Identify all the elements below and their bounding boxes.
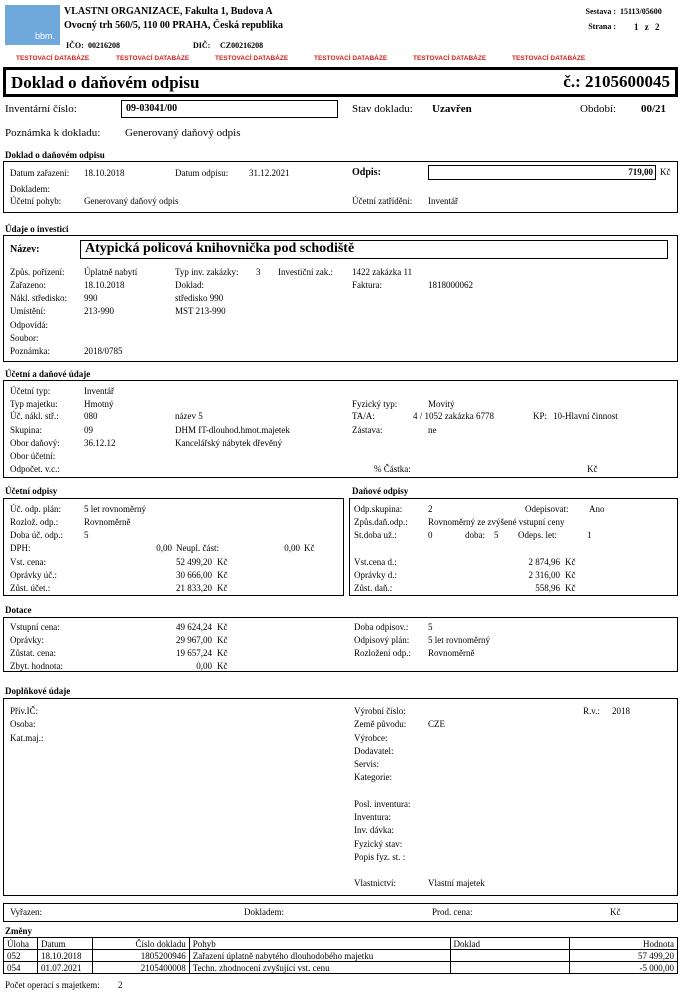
dic-value: CZ00216208 [220,41,264,50]
dic-label: DIČ: [193,41,211,50]
uc-plan-value: 5 let rovnoměrný [84,504,146,514]
inv-value: 09-03041/00 [126,103,178,114]
prodcena-label: Prod. cena: [432,907,473,917]
odpovida-label: Odpovídá: [10,320,48,330]
sestava-value: 15113/05600 [620,7,662,16]
org-address: Ovocný trh 560/5, 110 00 PRAHA, Česká republika [64,20,283,31]
dot-vst-label: Vstupní cena: [10,622,60,632]
uctnakl-value: 080 [84,411,98,421]
zastava-label: Zástava: [352,425,383,435]
odpis-value: 719,00 [628,167,653,177]
dan-doba-value: 5 [494,530,499,540]
zeme-value: CZE [428,719,445,729]
faktura-value: 1818000062 [428,280,473,290]
odpocet-label: Odpočet. v.c.: [10,464,60,474]
dph-value: 0,00 [156,543,172,553]
obordan-label: Obor daňový: [10,438,60,448]
umisteni-name: MST 213-990 [175,306,226,316]
cell-pohyb: Zařazení úplatně nabytého dlouhodobého majetku [189,950,450,962]
neupl-value: 0,00 [284,543,300,553]
cell-uloha: 054 [4,962,38,974]
section-title: Účetní odpisy [5,486,58,496]
prodcena-currency: Kč [610,907,621,917]
doklad-label: Doklad: [175,280,204,290]
section-title: Změny [5,926,32,936]
dot-vst-currency: Kč [217,622,228,632]
cell-cislo: 1805200946 [92,950,189,962]
dot-zbyt-currency: Kč [217,661,228,671]
umisteni-label: Umístění: [10,306,46,316]
dan-vst-currency: Kč [565,557,576,567]
cell-uloha: 052 [4,950,38,962]
dot-opr-value: 29 967,00 [176,635,212,645]
zeme-label: Země původu: [354,719,407,729]
cell-datum: 01.07.2021 [37,962,92,974]
skupina-label: Skupina: [10,425,43,435]
pohyb-label: Účetní pohyb: [10,196,62,206]
org-name: VLASTNI ORGANIZACE, Fakulta 1, Budova A [64,6,273,17]
cell-datum: 18.10.2018 [37,950,92,962]
section-title: Doklad o daňovém odpisu [5,150,105,160]
ta-label: TA/A: [352,411,375,421]
fyztyp-label: Fyzický typ: [352,399,398,409]
rv-label: R.v.: [583,706,600,716]
uctyp-value: Inventář [84,386,114,396]
col-doklad: Doklad [450,938,570,950]
odpsk-value: 2 [428,504,433,514]
uc-vst-currency: Kč [217,557,228,567]
uctnakl-label: Úč. nákl. stř.: [10,411,59,421]
test-db-label: TESTOVACÍ DATABÁZE [16,55,90,62]
kp-label: KP: [533,411,548,421]
stav-value: Uzavřen [432,103,472,115]
dot-zust-currency: Kč [217,648,228,658]
uc-opr-value: 30 666,00 [176,570,212,580]
nakl-label: Nákl. středisko: [10,293,67,303]
kategorie-label: Kategorie: [354,772,392,782]
cell-hodnota: 57 499,20 [570,950,678,962]
test-db-label: TESTOVACÍ DATABÁZE [512,55,586,62]
typmaj-value: Hmotný [84,399,114,409]
test-db-label: TESTOVACÍ DATABÁZE [116,55,190,62]
rv-value: 2018 [612,706,630,716]
col-cislo: Číslo dokladu [92,938,189,950]
uc-zust-label: Zůst. účet.: [10,583,51,593]
soubor-label: Soubor: [10,333,39,343]
col-datum: Datum [37,938,92,950]
odeps-value: 1 [587,530,592,540]
neupl-currency: Kč [304,543,315,553]
section-title: Daňové odpisy [352,486,409,496]
dan-opr-label: Oprávky d.: [354,570,397,580]
dot-opr-currency: Kč [217,635,228,645]
dot-zust-label: Zůstat. cena: [10,648,56,658]
uc-vst-value: 52 499,20 [176,557,212,567]
dan-doba-label: doba: [465,530,485,540]
uc-doba-label: Doba úč. odp.: [10,530,63,540]
uc-vst-label: Vst. cena: [10,557,46,567]
doc-number: č.: 2105600045 [563,72,670,91]
zpusob-label: Způs. pořízení: [10,267,65,277]
zarazeno-label: Zařazeno: [10,280,46,290]
ico-label: IČO: [66,41,84,50]
servis-label: Servis: [354,759,380,769]
invdavka-label: Inv. dávka: [354,825,394,835]
zarazeno-value: 18.10.2018 [84,280,125,290]
dot-zust-value: 19 657,24 [176,648,212,658]
cell-cislo: 2105400008 [92,962,189,974]
count-label: Počet operací s majetkem: [5,980,100,990]
umisteni-value: 213-990 [84,306,114,316]
cell-hodnota: -5 000,00 [570,962,678,974]
dan-zust-label: Zůst. daň.: [354,583,393,593]
zpus-value: Rovnoměrný ze zvýšené vstupní ceny [428,517,565,527]
poznamka-label: Poznámka: [10,346,50,356]
fyztyp-value: Movitý [428,399,455,409]
obdobi-value: 00/21 [641,103,667,115]
inventura-label: Inventura: [354,812,391,822]
castka-currency: Kč [587,464,598,474]
obordan-value: 36.12.12 [84,438,116,448]
dan-vst-value: 2 874,96 [528,557,560,567]
dph-label: DPH: [10,543,31,553]
osoba-label: Osoba: [10,719,36,729]
test-db-label: TESTOVACÍ DATABÁZE [314,55,388,62]
odpis-currency: Kč [660,167,671,177]
uc-doba-value: 5 [84,530,89,540]
invzak-value: 1422 zakázka 11 [352,267,413,277]
cell-doklad [450,950,570,962]
dan-zust-currency: Kč [565,583,576,593]
cell-doklad [450,962,570,974]
vlastnictvi-label: Vlastnictví: [354,878,396,888]
doc-title: Doklad o daňovém odpisu [11,73,200,92]
dot-zbyt-value: 0,00 [196,661,212,671]
col-hodnota: Hodnota [570,938,678,950]
dan-zust-value: 558,96 [535,583,560,593]
nakl-name: středisko 990 [175,293,224,303]
kp-value: 10-Hlavní činnost [553,411,618,421]
count-value: 2 [118,980,123,990]
sestava-label: Sestava : [585,7,616,16]
poslinv-label: Posl. inventura: [354,799,411,809]
dot-plan-value: 5 let rovnoměrný [428,635,490,645]
poznamka-label: Poznámka k dokladu: [5,127,101,139]
zatrideni-value: Inventář [428,196,458,206]
uctyp-label: Účetní typ: [10,386,51,396]
odepisovat-label: Odepisovat: [525,504,569,514]
dan-vst-label: Vst.cena d.: [354,557,397,567]
odpis-label: Odpis: [352,167,381,178]
changes-header-row [4,938,678,950]
datum-zar-value: 18.10.2018 [84,168,125,178]
col-uloha: Úloha [4,938,38,950]
uc-zust-currency: Kč [217,583,228,593]
zpusob-value: Úplatně nabytí [84,267,138,277]
dot-vst-value: 49 624,24 [176,622,212,632]
stdoba-label: St.doba už.: [354,530,397,540]
skupina-name: DHM IT-dlouhod.hmot.majetek [175,425,290,435]
typinv-value: 3 [256,267,261,277]
faktura-label: Faktura: [352,280,382,290]
poznamka-value: Generovaný daňový odpis [125,127,241,139]
pohyb-value: Generovaný daňový odpis [84,196,179,206]
strana-value: 1 z 2 [634,22,660,32]
dan-opr-currency: Kč [565,570,576,580]
section-title: Účetní a daňové údaje [5,369,91,379]
odepisovat-value: Ano [589,504,605,514]
vyrobce-label: Výrobce: [354,733,388,743]
section-box [3,698,678,896]
dot-opr-label: Oprávky: [10,635,44,645]
section-box [3,617,678,672]
uc-rozloz-value: Rovnoměrně [84,517,131,527]
uctnakl-name: název 5 [175,411,203,421]
inv-label: Inventární číslo: [5,103,77,115]
odeps-label: Odeps. let: [518,530,557,540]
dodavatel-label: Dodavatel: [354,746,394,756]
oboruc-label: Obor účetní: [10,451,56,461]
uc-opr-label: Oprávky úč.: [10,570,57,580]
invzak-label: Investiční zak.: [278,267,333,277]
logo-text: bbm. [34,31,55,41]
section-box [3,903,678,922]
katmaj-label: Kat.maj.: [10,733,44,743]
changes-table [3,937,678,974]
company-logo [5,5,60,45]
typinv-label: Typ inv. zakázky: [175,267,239,277]
typmaj-label: Typ majetku: [10,399,58,409]
stdoba-value: 0 [428,530,433,540]
dokladem-label: Dokladem: [10,184,50,194]
pravic-label: Přív.IČ: [10,706,39,716]
fyzstav-label: Fyzický stav: [354,839,403,849]
cell-pohyb: Techn. zhodnocení zvyšující vst. cenu [189,962,450,974]
datum-odp-label: Datum odpisu: [175,168,229,178]
dan-opr-value: 2 316,00 [528,570,560,580]
dot-plan-label: Odpisový plán: [354,635,410,645]
table-row [4,950,678,962]
zatrideni-label: Účetní zatřídění: [352,196,413,206]
vyrazen-dokladem-label: Dokladem: [244,907,284,917]
vyrazen-label: Vyřazen: [10,907,42,917]
dot-zbyt-label: Zbyt. hodnota: [10,661,63,671]
zastava-value: ne [428,425,437,435]
dot-rozloz-value: Rovnoměrně [428,648,475,658]
section-title: Dotace [5,605,32,615]
castka-label: % Částka: [374,464,411,474]
datum-odp-value: 31.12.2021 [249,168,290,178]
test-db-label: TESTOVACÍ DATABÁZE [215,55,289,62]
popis-label: Popis fyz. st. : [354,852,406,862]
poznamka-value: 2018/0785 [84,346,123,356]
strana-label: Strana : [588,22,616,31]
datum-zar-label: Datum zařazení: [10,168,70,178]
vyrcislo-label: Výrobní číslo: [354,706,406,716]
obordan-name: Kancelářský nábytek dřevěný [175,438,282,448]
dot-rozloz-label: Rozložení odp.: [354,648,411,658]
uc-plan-label: Úč. odp. plán: [10,504,61,514]
uc-opr-currency: Kč [217,570,228,580]
dot-doba-value: 5 [428,622,433,632]
section-title: Doplňkové údaje [5,686,71,696]
col-pohyb: Pohyb [189,938,450,950]
stav-label: Stav dokladu: [352,103,413,115]
nazev-label: Název: [10,244,40,255]
ico-value: 00216208 [88,41,120,50]
neupl-label: Neupl. část: [176,543,219,553]
uc-rozloz-label: Rozlož. odp.: [10,517,59,527]
skupina-value: 09 [84,425,93,435]
dot-doba-label: Doba odpisov.: [354,622,409,632]
table-row [4,962,678,974]
zpus-label: Způs.daň.odp.: [354,517,408,527]
test-db-label: TESTOVACÍ DATABÁZE [413,55,487,62]
nakl-value: 990 [84,293,98,303]
odpsk-label: Odp.skupina: [354,504,403,514]
ta-value: 4 / 1052 zakázka 6778 [413,411,494,421]
section-title: Údaje o investici [5,224,69,234]
obdobi-label: Období: [580,103,617,115]
nazev-value: Atypická policová knihovnička pod schodiště [85,241,355,256]
vlastnictvi-value: Vlastní majetek [428,878,485,888]
uc-zust-value: 21 833,20 [176,583,212,593]
